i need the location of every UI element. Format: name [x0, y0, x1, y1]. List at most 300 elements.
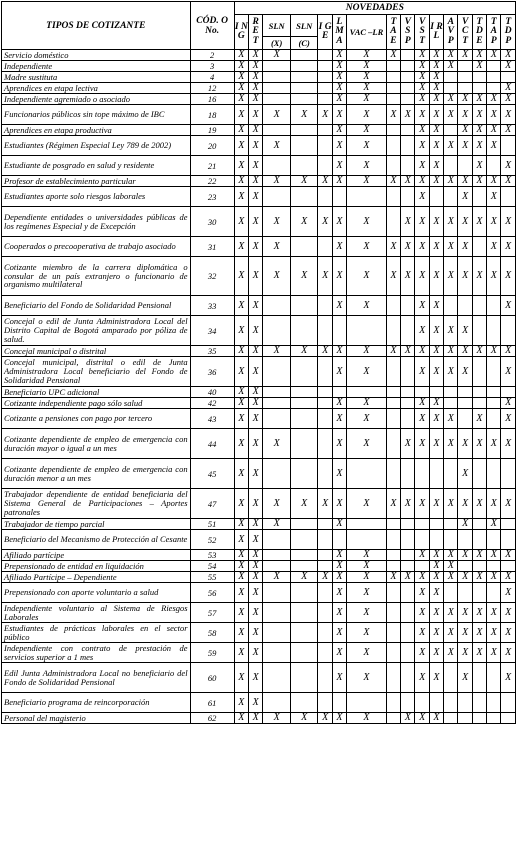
- novedad-cell-vst: X: [415, 346, 429, 357]
- novedad-cell-ing: X: [234, 572, 248, 583]
- novedad-cell-tae: [386, 187, 400, 207]
- novedad-cell-vsp: [401, 50, 415, 61]
- novedad-cell-vsp: X: [401, 237, 415, 257]
- novedad-cell-ing: X: [234, 237, 248, 257]
- novedad-cell-ing: X: [234, 693, 248, 713]
- novedad-cell-avp: X: [444, 176, 458, 187]
- cotizante-type-name: Funcionarios públicos sin tope máximo de IBC: [2, 105, 191, 125]
- novedad-cell-ige: [318, 550, 332, 561]
- novedad-cell-vsp: [401, 357, 415, 387]
- novedad-cell-ret: X: [249, 176, 263, 187]
- novedad-cell-tde: X: [472, 105, 486, 125]
- novedad-cell-tde: X: [472, 176, 486, 187]
- novedad-cell-vsp: [401, 187, 415, 207]
- novedad-cell-vst: X: [415, 136, 429, 156]
- header-col-ret: R E T: [249, 15, 263, 50]
- novedad-cell-vst: X: [415, 357, 429, 387]
- novedad-cell-tdp: X: [501, 550, 516, 561]
- novedad-cell-vsp: X: [401, 176, 415, 187]
- novedad-cell-tae: [386, 125, 400, 136]
- novedad-cell-tap: X: [487, 50, 501, 61]
- novedad-cell-slnc: [290, 530, 318, 550]
- cotizante-code: 61: [190, 693, 234, 713]
- novedad-cell-vsp: [401, 125, 415, 136]
- novedad-cell-avp: [444, 663, 458, 693]
- table-row: [2, 409, 516, 429]
- cotizante-code: 2: [190, 50, 234, 61]
- cotizante-type-name: Servicio doméstico: [2, 50, 191, 61]
- novedad-cell-ige: X: [318, 713, 332, 724]
- novedad-cell-ige: [318, 387, 332, 398]
- novedad-cell-tdp: X: [501, 105, 516, 125]
- table-row: [2, 94, 516, 105]
- novedad-cell-vst: X: [415, 83, 429, 94]
- cotizante-type-name: Trabajador de tiempo parcial: [2, 519, 191, 530]
- cotizante-type-name: Cotizante dependiente de empleo de emergencia con duración mayor o igual a un mes: [2, 429, 191, 459]
- novedad-cell-lma: X: [332, 125, 346, 136]
- novedad-cell-vac: X: [347, 346, 387, 357]
- header-col-slnx: SLN: [263, 15, 291, 37]
- table-row: [2, 459, 516, 489]
- cotizante-code: 62: [190, 713, 234, 724]
- novedad-cell-vsp: [401, 519, 415, 530]
- novedad-cell-slnx: [263, 561, 291, 572]
- novedad-cell-irl: X: [429, 83, 443, 94]
- novedad-cell-vac: X: [347, 489, 387, 519]
- novedad-cell-vac: X: [347, 713, 387, 724]
- novedad-cell-tde: [472, 561, 486, 572]
- table-row: [2, 187, 516, 207]
- novedad-cell-lma: X: [332, 296, 346, 316]
- novedad-cell-tap: X: [487, 643, 501, 663]
- novedad-cell-vsp: X: [401, 489, 415, 519]
- novedad-cell-avp: X: [444, 489, 458, 519]
- novedad-cell-vac: X: [347, 176, 387, 187]
- novedad-cell-ret: X: [249, 561, 263, 572]
- novedad-cell-ige: [318, 136, 332, 156]
- novedad-cell-tap: X: [487, 346, 501, 357]
- novedad-cell-lma: X: [332, 257, 346, 296]
- novedad-cell-ige: X: [318, 257, 332, 296]
- cotizante-type-name: Concejal municipal, distrital o edil de Junta Administradora Local beneficiario del Fondo de Solidaridad Pensional: [2, 357, 191, 387]
- header-col-avp: A V P: [444, 15, 458, 50]
- novedad-cell-slnc: X: [290, 257, 318, 296]
- novedad-cell-slnc: [290, 316, 318, 346]
- novedad-cell-tae: [386, 61, 400, 72]
- novedad-cell-tap: [487, 72, 501, 83]
- novedad-cell-ing: X: [234, 346, 248, 357]
- novedad-cell-slnx: X: [263, 346, 291, 357]
- novedad-cell-slnc: [290, 72, 318, 83]
- novedad-cell-vac: X: [347, 398, 387, 409]
- novedad-cell-slnx: [263, 643, 291, 663]
- cotizante-code: 19: [190, 125, 234, 136]
- cotizante-code: 20: [190, 136, 234, 156]
- novedad-cell-slnc: [290, 387, 318, 398]
- novedad-cell-slnc: [290, 603, 318, 623]
- novedad-cell-vst: X: [415, 207, 429, 237]
- novedad-cell-slnc: [290, 643, 318, 663]
- novedad-cell-slnc: X: [290, 713, 318, 724]
- novedad-cell-tap: X: [487, 550, 501, 561]
- cotizante-code: 40: [190, 387, 234, 398]
- novedad-cell-tap: [487, 409, 501, 429]
- novedad-cell-vac: X: [347, 357, 387, 387]
- novedad-cell-tdp: X: [501, 398, 516, 409]
- novedad-cell-slnx: X: [263, 105, 291, 125]
- cotizante-type-name: Personal del magisterio: [2, 713, 191, 724]
- novedad-cell-irl: X: [429, 357, 443, 387]
- novedad-cell-tap: [487, 387, 501, 398]
- novedad-cell-ige: [318, 693, 332, 713]
- cotizante-type-name: Cotizante miembro de la carrera diplomática o consular de un país extranjero o funcionario de organismo multilateral: [2, 257, 191, 296]
- novedad-cell-vct: X: [458, 603, 472, 623]
- table-row: [2, 693, 516, 713]
- novedad-cell-vsp: X: [401, 257, 415, 296]
- novedad-cell-slnc: [290, 94, 318, 105]
- novedad-cell-tae: X: [386, 346, 400, 357]
- novedad-cell-ret: X: [249, 489, 263, 519]
- novedad-cell-ige: [318, 125, 332, 136]
- cotizante-code: 56: [190, 583, 234, 603]
- novedad-cell-slnx: X: [263, 489, 291, 519]
- novedad-cell-vst: X: [415, 316, 429, 346]
- novedad-cell-vst: X: [415, 572, 429, 583]
- novedad-cell-tde: X: [472, 125, 486, 136]
- novedad-cell-slnx: [263, 398, 291, 409]
- novedad-cell-ige: [318, 643, 332, 663]
- novedad-cell-tde: [472, 519, 486, 530]
- table-row: [2, 207, 516, 237]
- novedad-cell-slnx: X: [263, 519, 291, 530]
- novedad-cell-lma: X: [332, 237, 346, 257]
- cotizante-type-name: Edil Junta Administradora Local no beneficiario del Fondo de Solidaridad Pensional: [2, 663, 191, 693]
- novedad-cell-tap: X: [487, 519, 501, 530]
- cotizante-code: 12: [190, 83, 234, 94]
- novedad-cell-tae: [386, 357, 400, 387]
- novedad-cell-tap: [487, 156, 501, 176]
- novedad-cell-ret: X: [249, 572, 263, 583]
- novedad-cell-irl: X: [429, 583, 443, 603]
- novedad-cell-irl: X: [429, 207, 443, 237]
- novedad-cell-tde: X: [472, 489, 486, 519]
- cotizante-type-name: Dependiente entidades o universidades públicas de los regímenes Especial y de Excepción: [2, 207, 191, 237]
- novedad-cell-lma: X: [332, 561, 346, 572]
- novedad-cell-ing: X: [234, 583, 248, 603]
- cotizante-type-name: Independiente: [2, 61, 191, 72]
- novedad-cell-tap: X: [487, 489, 501, 519]
- cotizante-code: 22: [190, 176, 234, 187]
- novedad-cell-vac: [347, 530, 387, 550]
- cotizante-type-name: Concejal municipal o distrital: [2, 346, 191, 357]
- table-body: [2, 50, 516, 724]
- novedad-cell-ing: X: [234, 176, 248, 187]
- cotizante-code: 55: [190, 572, 234, 583]
- cotizante-code: 34: [190, 316, 234, 346]
- novedad-cell-ige: [318, 61, 332, 72]
- novedad-cell-tae: X: [386, 257, 400, 296]
- novedad-cell-ige: [318, 583, 332, 603]
- cotizante-table-container: [1, 1, 516, 724]
- novedad-cell-ige: X: [318, 489, 332, 519]
- novedad-cell-vsp: [401, 156, 415, 176]
- novedad-cell-vsp: [401, 387, 415, 398]
- novedad-cell-ret: X: [249, 530, 263, 550]
- novedad-cell-slnc: [290, 519, 318, 530]
- novedad-cell-ret: X: [249, 136, 263, 156]
- novedad-cell-avp: [444, 530, 458, 550]
- novedad-cell-vac: X: [347, 257, 387, 296]
- cotizante-type-name: Beneficiario UPC adicional: [2, 387, 191, 398]
- novedad-cell-lma: X: [332, 357, 346, 387]
- novedad-cell-avp: X: [444, 603, 458, 623]
- novedad-cell-irl: X: [429, 623, 443, 643]
- novedad-cell-vac: X: [347, 83, 387, 94]
- novedad-cell-vac: X: [347, 94, 387, 105]
- novedad-cell-vsp: [401, 693, 415, 713]
- novedad-cell-irl: X: [429, 94, 443, 105]
- novedad-cell-tdp: [501, 387, 516, 398]
- novedad-cell-vac: [347, 459, 387, 489]
- novedad-cell-tde: [472, 713, 486, 724]
- novedad-cell-ige: X: [318, 176, 332, 187]
- novedad-cell-tae: [386, 550, 400, 561]
- novedad-cell-ing: X: [234, 409, 248, 429]
- header-tipos-de-cotizante: TIPOS DE COTIZANTE: [2, 2, 191, 50]
- novedad-cell-slnc: [290, 398, 318, 409]
- novedad-cell-irl: [429, 693, 443, 713]
- novedad-cell-irl: X: [429, 316, 443, 346]
- novedad-cell-ing: X: [234, 489, 248, 519]
- novedad-cell-ige: [318, 603, 332, 623]
- novedad-cell-vsp: X: [401, 572, 415, 583]
- novedad-cell-slnx: [263, 357, 291, 387]
- novedad-cell-tap: [487, 296, 501, 316]
- novedad-cell-slnc: X: [290, 176, 318, 187]
- novedad-cell-tdp: [501, 316, 516, 346]
- table-row: [2, 663, 516, 693]
- novedad-cell-tap: X: [487, 257, 501, 296]
- novedad-cell-ige: [318, 519, 332, 530]
- novedad-cell-slnx: [263, 61, 291, 72]
- novedad-cell-slnx: X: [263, 713, 291, 724]
- novedad-cell-lma: X: [332, 83, 346, 94]
- novedad-cell-ret: X: [249, 429, 263, 459]
- novedad-cell-vct: X: [458, 136, 472, 156]
- cotizante-type-name: Estudiantes aporte solo riesgos laborales: [2, 187, 191, 207]
- novedad-cell-irl: [429, 459, 443, 489]
- novedad-cell-lma: X: [332, 459, 346, 489]
- novedad-cell-slnc: [290, 409, 318, 429]
- novedad-cell-tde: X: [472, 623, 486, 643]
- novedad-cell-lma: X: [332, 398, 346, 409]
- novedad-cell-tdp: X: [501, 409, 516, 429]
- novedad-cell-ige: X: [318, 572, 332, 583]
- novedad-cell-avp: X: [444, 572, 458, 583]
- novedad-cell-slnx: [263, 83, 291, 94]
- novedad-cell-avp: X: [444, 61, 458, 72]
- header-col-tde: T D E: [472, 15, 486, 50]
- novedad-cell-irl: X: [429, 489, 443, 519]
- cotizante-type-name: Beneficiario del Mecanismo de Protección al Cesante: [2, 530, 191, 550]
- novedad-cell-ret: X: [249, 519, 263, 530]
- novedad-cell-lma: X: [332, 207, 346, 237]
- novedad-cell-tae: [386, 713, 400, 724]
- novedad-cell-tae: [386, 94, 400, 105]
- novedad-cell-ret: X: [249, 257, 263, 296]
- novedad-cell-tae: [386, 561, 400, 572]
- novedad-cell-avp: [444, 713, 458, 724]
- novedad-cell-tap: X: [487, 603, 501, 623]
- novedad-cell-tae: [386, 387, 400, 398]
- novedad-cell-lma: X: [332, 346, 346, 357]
- novedad-cell-ret: X: [249, 72, 263, 83]
- novedad-cell-slnx: X: [263, 257, 291, 296]
- novedad-cell-tdp: [501, 519, 516, 530]
- novedad-cell-lma: X: [332, 572, 346, 583]
- novedad-cell-vac: X: [347, 136, 387, 156]
- cotizante-code: 57: [190, 603, 234, 623]
- cotizante-code: 4: [190, 72, 234, 83]
- cotizante-code: 44: [190, 429, 234, 459]
- novedad-cell-avp: X: [444, 409, 458, 429]
- novedad-cell-ret: X: [249, 387, 263, 398]
- novedad-cell-irl: X: [429, 398, 443, 409]
- novedad-cell-tap: [487, 83, 501, 94]
- novedad-cell-slnx: [263, 387, 291, 398]
- novedad-cell-vst: X: [415, 50, 429, 61]
- cotizante-code: 35: [190, 346, 234, 357]
- novedad-cell-slnc: X: [290, 489, 318, 519]
- novedad-cell-ret: X: [249, 50, 263, 61]
- novedad-cell-ret: X: [249, 693, 263, 713]
- novedad-cell-vac: X: [347, 50, 387, 61]
- novedad-cell-vsp: [401, 663, 415, 693]
- novedad-cell-tae: [386, 83, 400, 94]
- novedad-cell-slnx: [263, 125, 291, 136]
- novedad-cell-tap: X: [487, 429, 501, 459]
- novedad-cell-avp: X: [444, 643, 458, 663]
- novedad-cell-avp: X: [444, 550, 458, 561]
- novedad-cell-ige: [318, 409, 332, 429]
- novedad-cell-vct: [458, 156, 472, 176]
- novedad-cell-slnx: X: [263, 50, 291, 61]
- novedad-cell-ret: X: [249, 125, 263, 136]
- novedad-cell-ing: X: [234, 519, 248, 530]
- table-row: [2, 713, 516, 724]
- novedad-cell-lma: X: [332, 519, 346, 530]
- novedad-cell-irl: X: [429, 257, 443, 296]
- novedad-cell-avp: X: [444, 357, 458, 387]
- novedad-cell-tae: X: [386, 489, 400, 519]
- novedad-cell-tdp: X: [501, 207, 516, 237]
- novedad-cell-vst: X: [415, 643, 429, 663]
- novedad-cell-vst: [415, 387, 429, 398]
- table-row: [2, 530, 516, 550]
- cotizante-type-name: Independiente voluntario al Sistema de Riesgos Laborales: [2, 603, 191, 623]
- novedad-cell-lma: X: [332, 105, 346, 125]
- novedad-cell-ige: [318, 237, 332, 257]
- cotizante-type-name: Concejal o edil de Junta Administradora Local del Distrito Capital de Bogotá amparado por póliza de salud.: [2, 316, 191, 346]
- novedad-cell-irl: X: [429, 572, 443, 583]
- table-row: [2, 50, 516, 61]
- novedad-cell-vct: X: [458, 94, 472, 105]
- novedad-cell-lma: [332, 693, 346, 713]
- header-col-vsp: V S P: [401, 15, 415, 50]
- novedad-cell-ret: X: [249, 583, 263, 603]
- novedad-cell-vst: X: [415, 176, 429, 187]
- novedad-cell-ige: [318, 156, 332, 176]
- novedad-cell-ing: X: [234, 623, 248, 643]
- novedad-cell-vac: [347, 519, 387, 530]
- novedad-cell-ing: X: [234, 105, 248, 125]
- novedad-cell-vsp: [401, 643, 415, 663]
- novedad-cell-tdp: X: [501, 346, 516, 357]
- novedad-cell-ing: X: [234, 387, 248, 398]
- novedad-cell-ret: X: [249, 643, 263, 663]
- table-row: [2, 176, 516, 187]
- novedad-cell-ret: X: [249, 207, 263, 237]
- table-row: [2, 583, 516, 603]
- novedad-cell-avp: X: [444, 346, 458, 357]
- novedad-cell-ige: X: [318, 207, 332, 237]
- novedad-cell-tae: [386, 316, 400, 346]
- novedad-cell-lma: X: [332, 623, 346, 643]
- novedad-cell-slnx: [263, 187, 291, 207]
- novedad-cell-irl: X: [429, 156, 443, 176]
- novedad-cell-tde: X: [472, 156, 486, 176]
- novedad-cell-vct: X: [458, 125, 472, 136]
- novedad-cell-vct: X: [458, 623, 472, 643]
- novedad-cell-lma: X: [332, 72, 346, 83]
- novedad-cell-vst: X: [415, 429, 429, 459]
- header-col-ige: I G E: [318, 15, 332, 50]
- novedad-cell-slnc: [290, 136, 318, 156]
- novedad-cell-slnx: [263, 72, 291, 83]
- novedad-cell-slnx: [263, 550, 291, 561]
- novedad-cell-vct: X: [458, 459, 472, 489]
- header-col-tap: T A P: [487, 15, 501, 50]
- novedad-cell-lma: X: [332, 429, 346, 459]
- novedad-cell-tde: X: [472, 603, 486, 623]
- novedad-cell-ige: X: [318, 105, 332, 125]
- novedad-cell-ige: [318, 72, 332, 83]
- table-row: [2, 623, 516, 643]
- novedad-cell-tde: [472, 693, 486, 713]
- header-col-vac: VAC –LR: [347, 15, 387, 50]
- novedad-cell-vac: X: [347, 623, 387, 643]
- novedad-cell-vct: X: [458, 316, 472, 346]
- novedad-cell-tap: [487, 61, 501, 72]
- cotizante-code: 59: [190, 643, 234, 663]
- novedad-cell-tap: X: [487, 187, 501, 207]
- novedad-cell-vac: X: [347, 61, 387, 72]
- novedad-cell-vsp: [401, 83, 415, 94]
- novedad-cell-tae: X: [386, 105, 400, 125]
- novedad-cell-vsp: X: [401, 346, 415, 357]
- novedad-cell-irl: X: [429, 561, 443, 572]
- novedad-cell-avp: X: [444, 136, 458, 156]
- novedad-cell-tdp: [501, 713, 516, 724]
- novedad-cell-slnx: X: [263, 572, 291, 583]
- novedad-cell-tdp: X: [501, 489, 516, 519]
- table-row: [2, 519, 516, 530]
- novedad-cell-vac: X: [347, 156, 387, 176]
- novedad-cell-vct: [458, 693, 472, 713]
- novedad-cell-vsp: [401, 94, 415, 105]
- cotizante-type-name: Estudiante de posgrado en salud y residente: [2, 156, 191, 176]
- cotizante-code: 31: [190, 237, 234, 257]
